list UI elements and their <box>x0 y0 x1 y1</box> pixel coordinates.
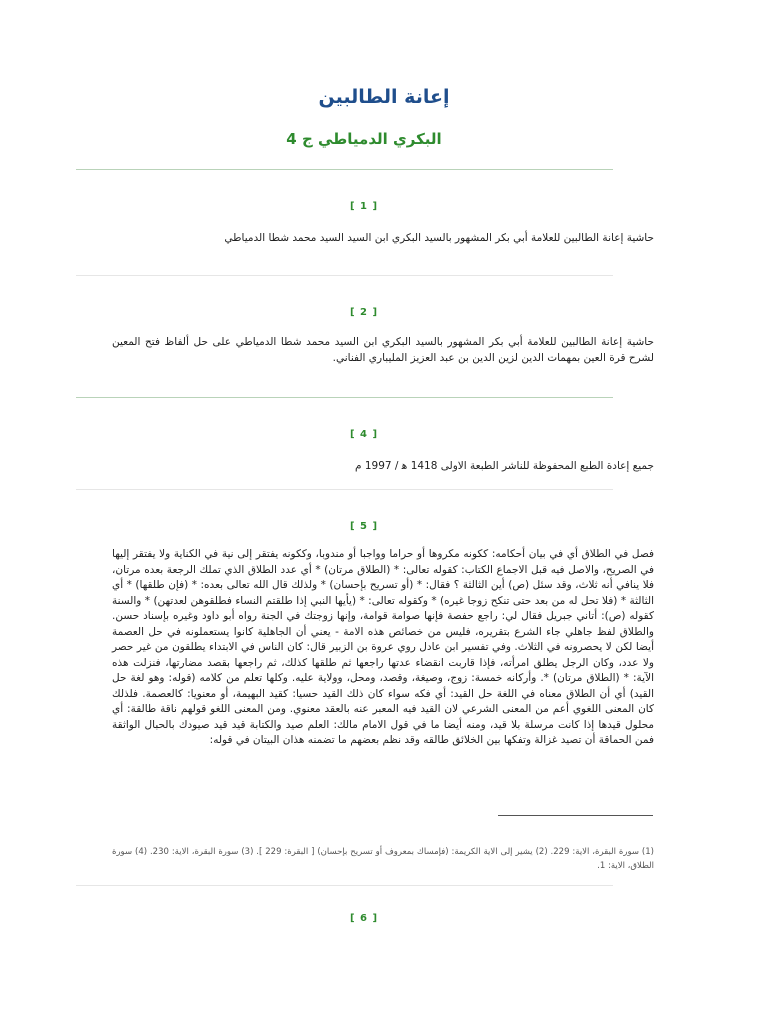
footnotes: (1) سورة البقرة، الاية: 229. (2) يشير إلى الاية الكريمة: (فإمساك بمعروف أو تسريح بإحسان) [ البقرة: 229 ]. (3) سورة البقرة، الاية: 230. (4) سورة الطلاق، الاية: 1. <box>112 847 654 871</box>
page-number: [ 4 ] <box>349 429 379 440</box>
page-5-text: فصل في الطلاق أي في بيان أحكامه: ككونه مكروها أو حراما وواجبا أو مندوبا، وككونه يفتقر إلى نية في الكناية ولا يفتقر إليها في الصريح، والاصل فيه قبل الاجماع الكتاب: كقوله تعالى: * (الطلاق مرتان) * أي عدد الطلاق الذي تملك الرجعة بعده مرتان، فلا ينافي أنه ثلاث، وقد سئل (ص) أين الثالثة ؟ فقال: * (أو تسريح بإحسان) * ولذلك قال الله تعالى بعده: * (فإن طلقها) * أي الثالثة * (فلا تحل له من بعد حتى تنكح زوجا غيره) * وكقوله تعالى: * (يأيها النبي إذا طلقتم النساء فطلقوهن لعدتهن) * والسنة كقوله (ص): أتاني جبريل فقال لي: راجع حفصة فإنها صوامة قوامة، وإنها زوجتك في الجنة رواه أبو داود وغيره بإسناد حسن. والطلاق لفظ جاهلي جاء الشرع بتقريره، فليس من خصائص هذه الامة - يعني أن الجاهلية كانوا يستعملونه في حل العصمة أيضا لكن لا يحصرونه في الثلاث. وفي تفسير ابن عادل روي عروة بن الزبير قال: كان الناس في الابتداء يطلقون من غير حصر ولا عدد، وكان الرجل يطلق امرأته، فإذا قاربت انقضاء عدتها راجعها ثم طلقها كذلك، ثم راجعها بقصد مضارتها، فنزلت هذه الآية: * (الطلاق مرتان) *. وأركانه خمسة: زوج، وصيغة، وقصد، ومحل، وولاية عليه. وكلها تعلم من كلامه (قوله: وهو لغة حل القيد) أي أن الطلاق معناه في اللغة حل القيد: أي فكه سواء كان ذلك القيد حسيا: كقيد البهيمة، أو معنويا: كالعصمة. فلذلك كان المعنى اللغوي أعم من المعنى الشرعي لان القيد فيه المعبر عنه بالعقد معنوي. ومن المعنى اللغو قولهم ناقة طالقة: أي محلول قيدها إذا كانت مرسلة بلا قيد، ومنه أيضا ما في قول الامام مالك: العلم صيد والكتابة قيد قيد صيودك بالحبال الواثقة فمن الحماقة أن تصيد غزالة وتفكها بين الخلائق طالقه وقد نظم بعضهم ما تضمنه هذان البيتان في قوله: <box>112 548 654 746</box>
page-number: [ 2 ] <box>349 307 379 318</box>
divider <box>76 397 613 398</box>
divider <box>76 885 613 886</box>
page-number: [ 1 ] <box>349 201 379 212</box>
page-number: [ 5 ] <box>349 521 379 532</box>
divider <box>76 275 613 276</box>
footnote-separator <box>498 815 653 816</box>
page-number: [ 6 ] <box>349 913 379 924</box>
page-1-text: حاشية إعانة الطالبين للعلامة أبي بكر المشهور بالسيد البكري ابن السيد السيد محمد شطا الدمياطي <box>224 232 654 244</box>
page-4-text: جميع إعادة الطبع المحفوظة للناشر الطبعة الاولى 1418 ه‍ / 1997 م <box>355 460 654 472</box>
divider <box>76 169 613 170</box>
divider <box>76 489 613 490</box>
book-title: إعانة الطالبين <box>318 86 450 108</box>
page-2-text: حاشية إعانة الطالبين للعلامة أبي بكر المشهور بالسيد البكري ابن السيد محمد شطا الدمياطي على حل ألفاظ فتح المعين لشرح قرة العين بمهمات الدين لزين الدين بن عبد العزيز المليباري الفناني. <box>112 336 654 364</box>
book-author: البكري الدمياطي ج 4 <box>286 130 442 148</box>
